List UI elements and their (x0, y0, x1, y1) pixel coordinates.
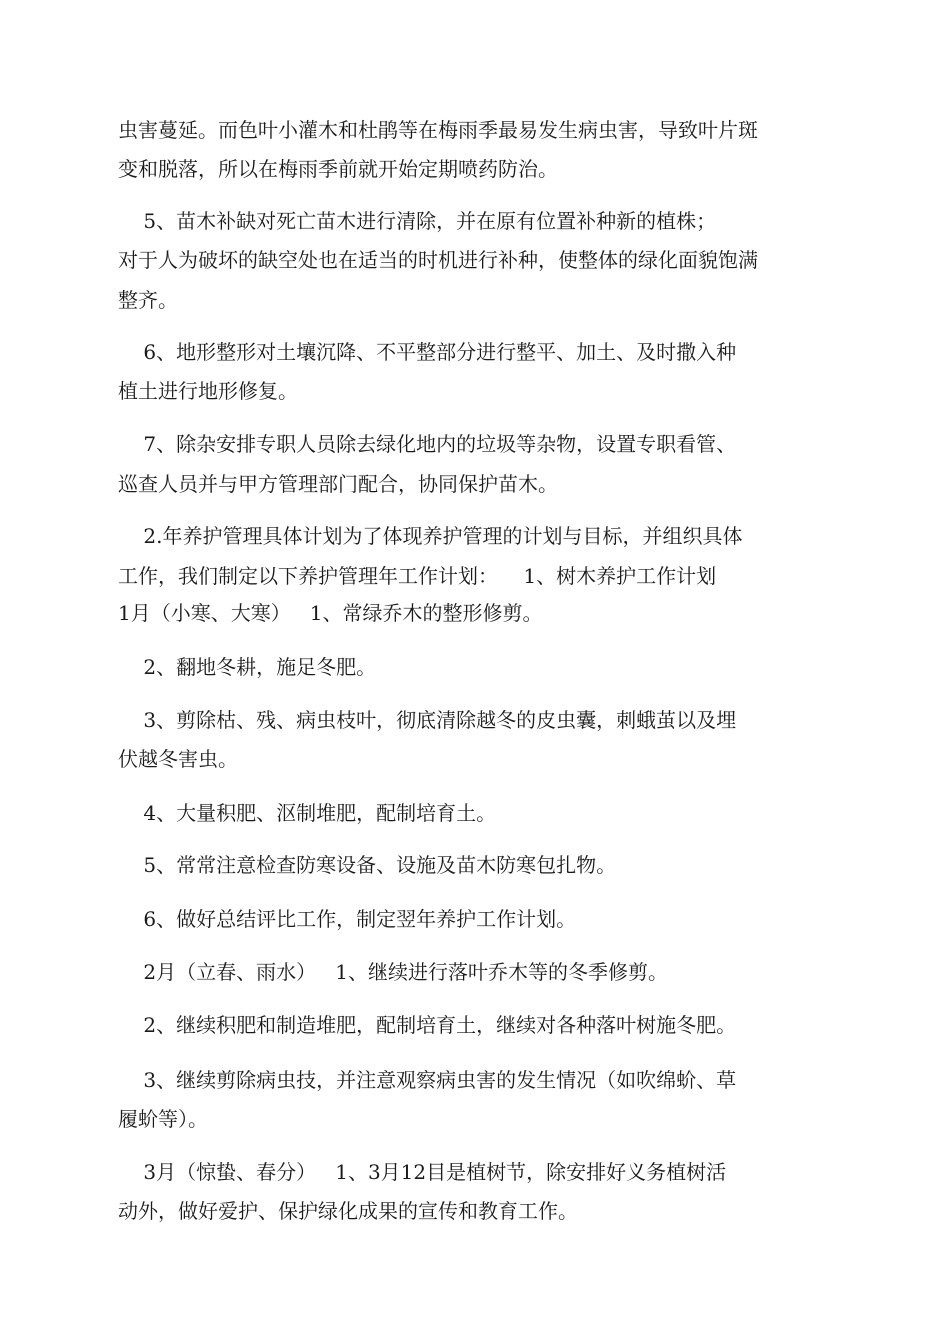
text-line: 伏越冬害虫。 (118, 747, 238, 771)
text-line: 整齐。 (118, 288, 178, 312)
text-line: 3、剪除枯、残、病虫枝叶，彻底清除越冬的皮虫囊，刺蛾茧以及埋 (118, 708, 737, 732)
text-line: 3月（惊蛰、春分） 1、3月12目是植树节，除安排好义务植树活 (118, 1160, 727, 1184)
text-line: 履蚧等）。 (118, 1107, 208, 1131)
text-line: 2月（立春、雨水） 1、继续进行落叶乔木等的冬季修剪。 (118, 960, 668, 984)
text-line: 工作，我们制定以下养护管理年工作计划： 1、树木养护工作计划 (118, 564, 717, 588)
text-line: 6、做好总结评比工作，制定翌年养护工作计划。 (118, 907, 577, 931)
text-line: 变和脱落，所以在梅雨季前就开始定期喷药防治。 (118, 157, 558, 181)
text-line: 5、常常注意检查防寒设备、设施及苗木防寒包扎物。 (118, 853, 617, 877)
text-line: 对于人为破坏的缺空处也在适当的时机进行补种，使整体的绿化面貌饱满 (118, 248, 758, 272)
text-line: 6、地形整形对土壤沉降、不平整部分进行整平、加土、及时撒入种 (118, 340, 737, 364)
text-line: 植土进行地形修复。 (118, 379, 298, 403)
text-line: 虫害蔓延。而色叶小灌木和杜鹃等在梅雨季最易发生病虫害，导致叶片斑 (118, 118, 758, 142)
text-line: 动外，做好爱护、保护绿化成果的宣传和教育工作。 (118, 1199, 578, 1223)
text-line: 3、继续剪除病虫技，并注意观察病虫害的发生情况（如吹绵蚧、草 (118, 1068, 737, 1092)
text-line: 5、苗木补缺对死亡苗木进行清除，并在原有位置补种新的植株； (118, 209, 717, 233)
text-line: 7、除杂安排专职人员除去绿化地内的垃圾等杂物，设置专职看管、 (118, 432, 737, 456)
text-line: 巡查人员并与甲方管理部门配合，协同保护苗木。 (118, 472, 558, 496)
text-line: 2、继续积肥和制造堆肥，配制培育土，继续对各种落叶树施冬肥。 (118, 1013, 737, 1037)
text-line: 1月（小寒、大寒） 1、常绿乔木的整形修剪。 (118, 601, 543, 625)
text-line: 2.年养护管理具体计划为了体现养护管理的计划与目标，并组织具体 (118, 524, 743, 548)
text-line: 4、大量积肥、沤制堆肥，配制培育土。 (118, 801, 497, 825)
text-line: 2、翻地冬耕，施足冬肥。 (118, 655, 377, 679)
